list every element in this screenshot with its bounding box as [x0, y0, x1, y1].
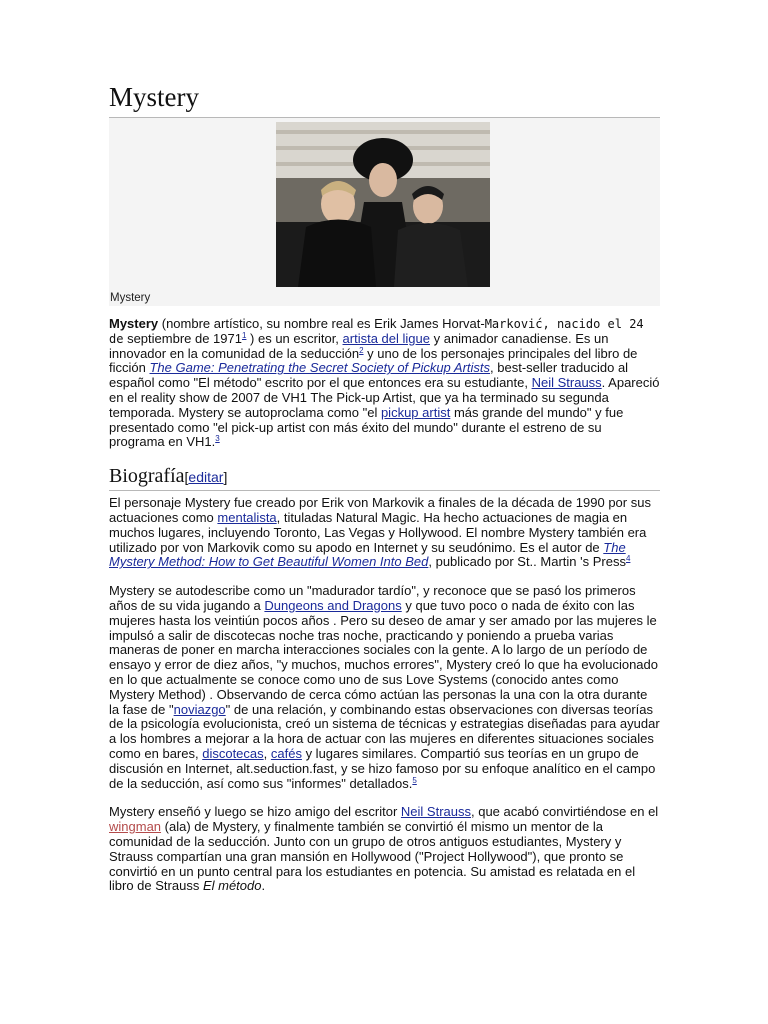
link-noviazgo[interactable]: noviazgo	[173, 701, 226, 717]
link-pickup-artist[interactable]: pickup artist	[380, 404, 451, 420]
photo-image	[276, 122, 490, 287]
link-dungeons-and-dragons[interactable]: Dungeons and Dragons	[264, 597, 402, 613]
book-title-el-metodo: El método	[202, 878, 262, 894]
link-the-game[interactable]: The Game: Penetrating the Secret Society of Pickup Artists	[149, 360, 491, 376]
link-wingman[interactable]: wingman	[109, 819, 162, 835]
paragraph-3: Mystery enseñó y luego se hizo amigo del escritor Neil Strauss, que acabó convirtiéndose en el wingman (ala) de Mystery, y finalmente también se convirtió él mismo un mentor de la comunidad de la seducción. Junto con un grupo de otros antiguos estudiantes, Mystery y Strauss compartían una gran mansión en Hollywood ("Project Hollywood"), que pronto se convirtió en un punto central para los estudiantes en potencia. Su amistad es relatada en el libro de Strauss El método.	[109, 804, 659, 894]
link-neil-strauss-2[interactable]: Neil Strauss	[400, 804, 471, 820]
infobox-photo[interactable]	[276, 122, 490, 287]
infobox	[109, 118, 660, 306]
paragraph-1: El personaje Mystery fue creado por Erik von Markovik a finales de la década de 1990 por sus actuaciones como mentalista, tituladas Natural Magic. Ha hecho actuaciones de magia en muchos lugares, incluyendo Toronto, Las Vegas y Hollywood. El nombre Mystery también era utilizado por von Markovik como su apodo en Internet y su seudónimo. Es el autor de The Mystery Method: How to Get Beautiful Women Into Bed, publicado por St.. Martin 's Press$^4$	[109, 495, 651, 570]
section-heading-biografia: Biografía[editar]	[109, 464, 660, 491]
link-mystery-method-book[interactable]: The Mystery Method: How to Get Beautiful Women Into Bed	[109, 539, 626, 570]
ref-3-link[interactable]: 3	[215, 434, 220, 444]
paragraph-2: Mystery se autodescribe como un "madurador tardío", y reconoce que se pasó los primeros años de su vida jugando a Dungeons and Dragons y que tuvo poco o nada de éxito con las mujeres hasta los veintiún pocos años . Pero su deseo de amar y ser amado por las mujeres le impulsó a salir de discotecas noche tras noche, practicando y poniendo a prueba varias maneras de poner en marcha interacciones sociales con la gente. A lo largo de un período de ensayo y error de diez años, "y muchos, muchos errores", Mystery creó lo que ha evolucionado en lo que actualmente se conoce como uno de sus Love Systems (conocido antes como Mystery Method) . Observando de cerca cómo actúan las personas la una con la otra durante la fase de "noviazgo" de una relación, y combinando estas observaciones con diversas teorías de la psicología evolucionista, creó un sistema de técnicas y estrategias diseñadas para ayudar a los hombres a mejorar a la hora de actuar con las mujeres en diferentes situaciones sociales como en bares, discotecas, cafés y lugares similares. Compartió sus teorías en un grupo de discusión en Internet, alt.seduction.fast, y se hizo famoso por su enfoque analítico en el campo de la seducción, así como sus "informes" detallados.$^5$	[109, 583, 660, 791]
article	[109, 78, 660, 894]
link-artista-del-ligue[interactable]: artista del ligue	[342, 330, 430, 346]
ref-1-link[interactable]: 1	[241, 330, 247, 340]
link-cafes[interactable]: cafés	[270, 745, 302, 761]
ref-4-link[interactable]: 4	[625, 554, 631, 564]
link-discotecas[interactable]: discotecas	[202, 745, 264, 761]
infobox-caption: Mystery	[110, 292, 151, 304]
ref-2-link[interactable]: 2	[359, 345, 364, 355]
link-neil-strauss[interactable]: Neil Strauss	[531, 375, 602, 391]
subject-name: Mystery	[109, 316, 159, 331]
page-title: Mystery	[109, 78, 660, 118]
edit-section-link[interactable]: editar	[188, 469, 224, 486]
intro-paragraph: Mystery (nombre artístico, su nombre real es Erik James Horvat-Marković, nacido el 24 de septiembre de 1971$^1$ ) es un escritor, artista del ligue y animador canadiense. Es un innovador en la comunidad de la seducción$^2$ y uno de los personajes principales del libro de ficción The Game: Penetrating the Secret Society of Pickup Artists, best-seller traducido al español como "El método" escrito por el que entonces era su estudiante, Neil Strauss. Apareció en el reality show de 2007 de VH1 The Pick-up Artist, que ya ha terminado su segunda temporada. Mystery se autoproclama como "el pickup artist más grande del mundo" y fue presentado como "el pick-up artist con más éxito del mundo" durante el estreno de su programa en VH1.$^3$	[109, 316, 660, 450]
ref-5-link[interactable]: 5	[412, 775, 417, 785]
link-mentalista[interactable]: mentalista	[217, 509, 277, 525]
